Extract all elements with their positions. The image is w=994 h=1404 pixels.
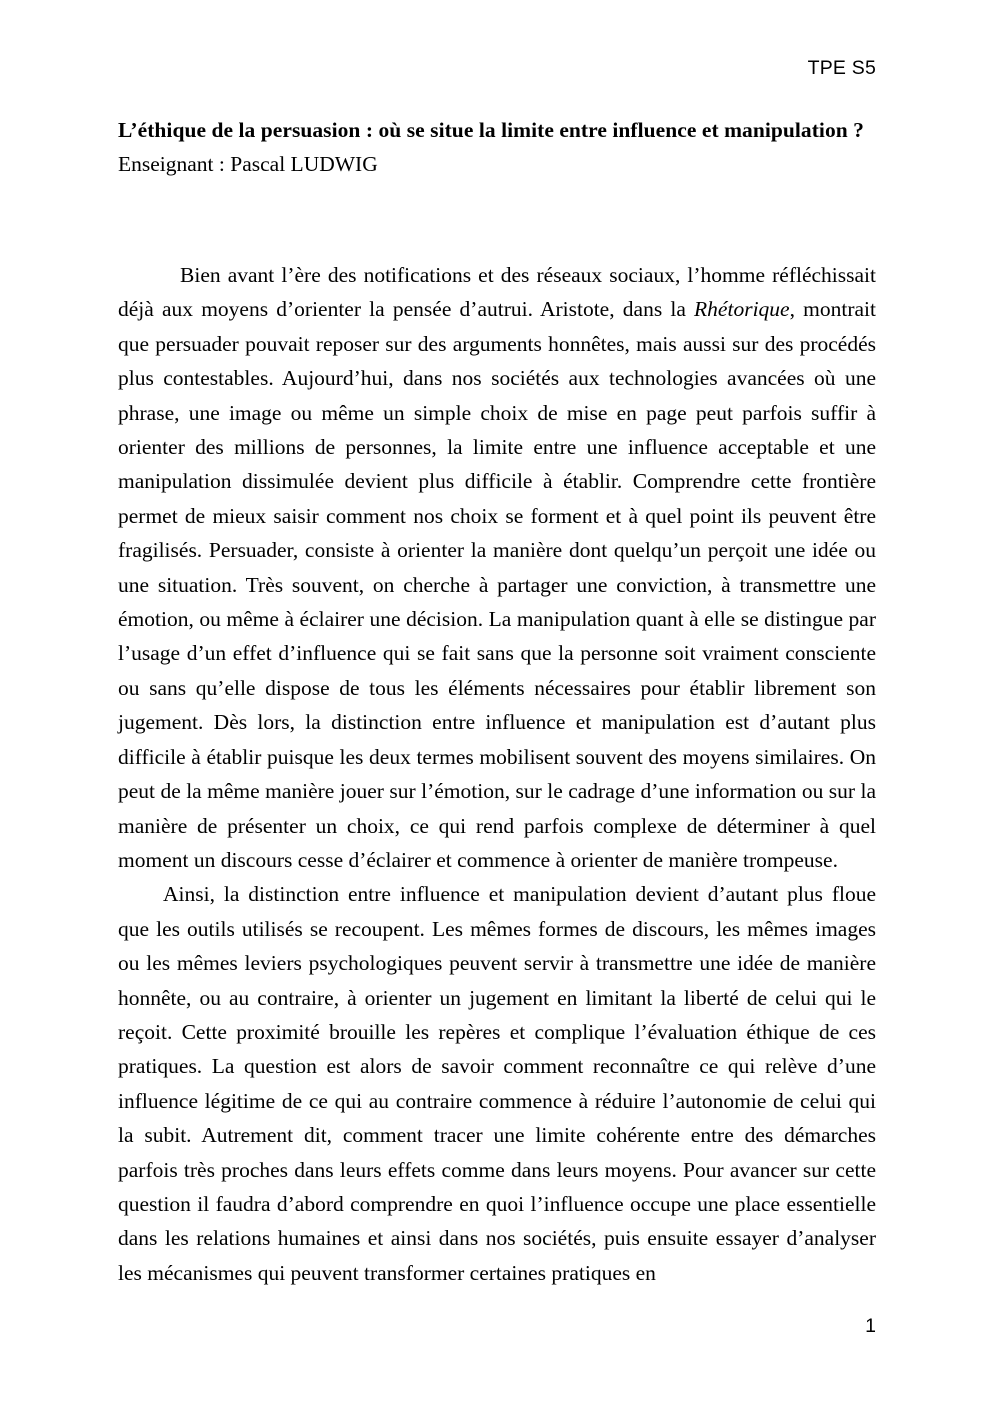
page-number: 1: [865, 1315, 876, 1337]
work-title-rhetorique: Rhétorique: [694, 297, 790, 322]
page-title: L’éthique de la persuasion : où se situe la limite entre influence et manipulation ?: [118, 118, 864, 142]
paragraph-1: [118, 258, 876, 877]
instructor-line: Enseignant : Pascal LUDWIG: [118, 152, 378, 176]
body-text: [118, 258, 876, 1290]
running-header: TPE S5: [807, 57, 876, 79]
paragraph-1-segment-a: Bien avant l’ère des notifications et des réseaux sociaux, l’homme réfléchissait déjà aux moyens d’orienter la pensée d’autrui. Aristote, dans la: [118, 263, 876, 322]
title-block: [118, 113, 876, 181]
paragraph-1-segment-b: , montrait que persuader pouvait reposer sur des arguments honnêtes, mais aussi sur des procédés plus contestables. Aujourd’hui, dans nos sociétés aux technologies avancées où une phrase, une image ou même un simple choix de mise en page peut parfois suffir à orienter des millions de personnes, la limite entre une influence acceptable et une manipulation dissimulée devient plus difficile à établir. Comprendre cette frontière permet de mieux saisir comment nos choix se forment et à quel point ils peuvent être fragilisés. Persuader, consiste à orienter la manière dont quelqu’un perçoit une idée ou une situation. Très souvent, on cherche à partager une conviction, à transmettre une émotion, ou même à éclairer une décision. La manipulation quant à elle se distingue par l’usage d’un effet d’influence qui se fait sans que la personne soit vraiment consciente ou sans qu’elle dispose de tous les éléments nécessaires pour établir librement son jugement. Dès lors, la distinction entre influence et manipulation est d’autant plus difficile à établir puisque les deux termes mobilisent souvent des moyens similaires. On peut de la même manière jouer sur l’émotion, sur le cadrage d’une information ou sur la manière de présenter un choix, ce qui rend parfois complexe de déterminer à quel moment un discours cesse d’éclairer et commence à orienter de manière trompeuse.: [118, 297, 876, 872]
paragraph-2: Ainsi, la distinction entre influence et manipulation devient d’autant plus floue que les outils utilisés se recoupent. Les mêmes formes de discours, les mêmes images ou les mêmes leviers psychologiques peuvent servir à transmettre une idée de manière honnête, ou au contraire, à orienter un jugement en limitant la liberté de celui qui le reçoit. Cette proximité brouille les repères et complique l’évaluation éthique de ces pratiques. La question est alors de savoir comment reconnaître ce qui relève d’une influence légitime de ce qui au contraire commence à réduire l’autonomie de celui qui la subit. Autrement dit, comment tracer une limite cohérente entre des démarches parfois très proches dans leurs effets comme dans leurs moyens. Pour avancer sur cette question il faudra d’abord comprendre en quoi l’influence occupe une place essentielle dans les relations humaines et ainsi dans nos sociétés, puis ensuite essayer d’analyser les mécanismes qui peuvent transformer certaines pratiques en: [118, 882, 876, 1285]
